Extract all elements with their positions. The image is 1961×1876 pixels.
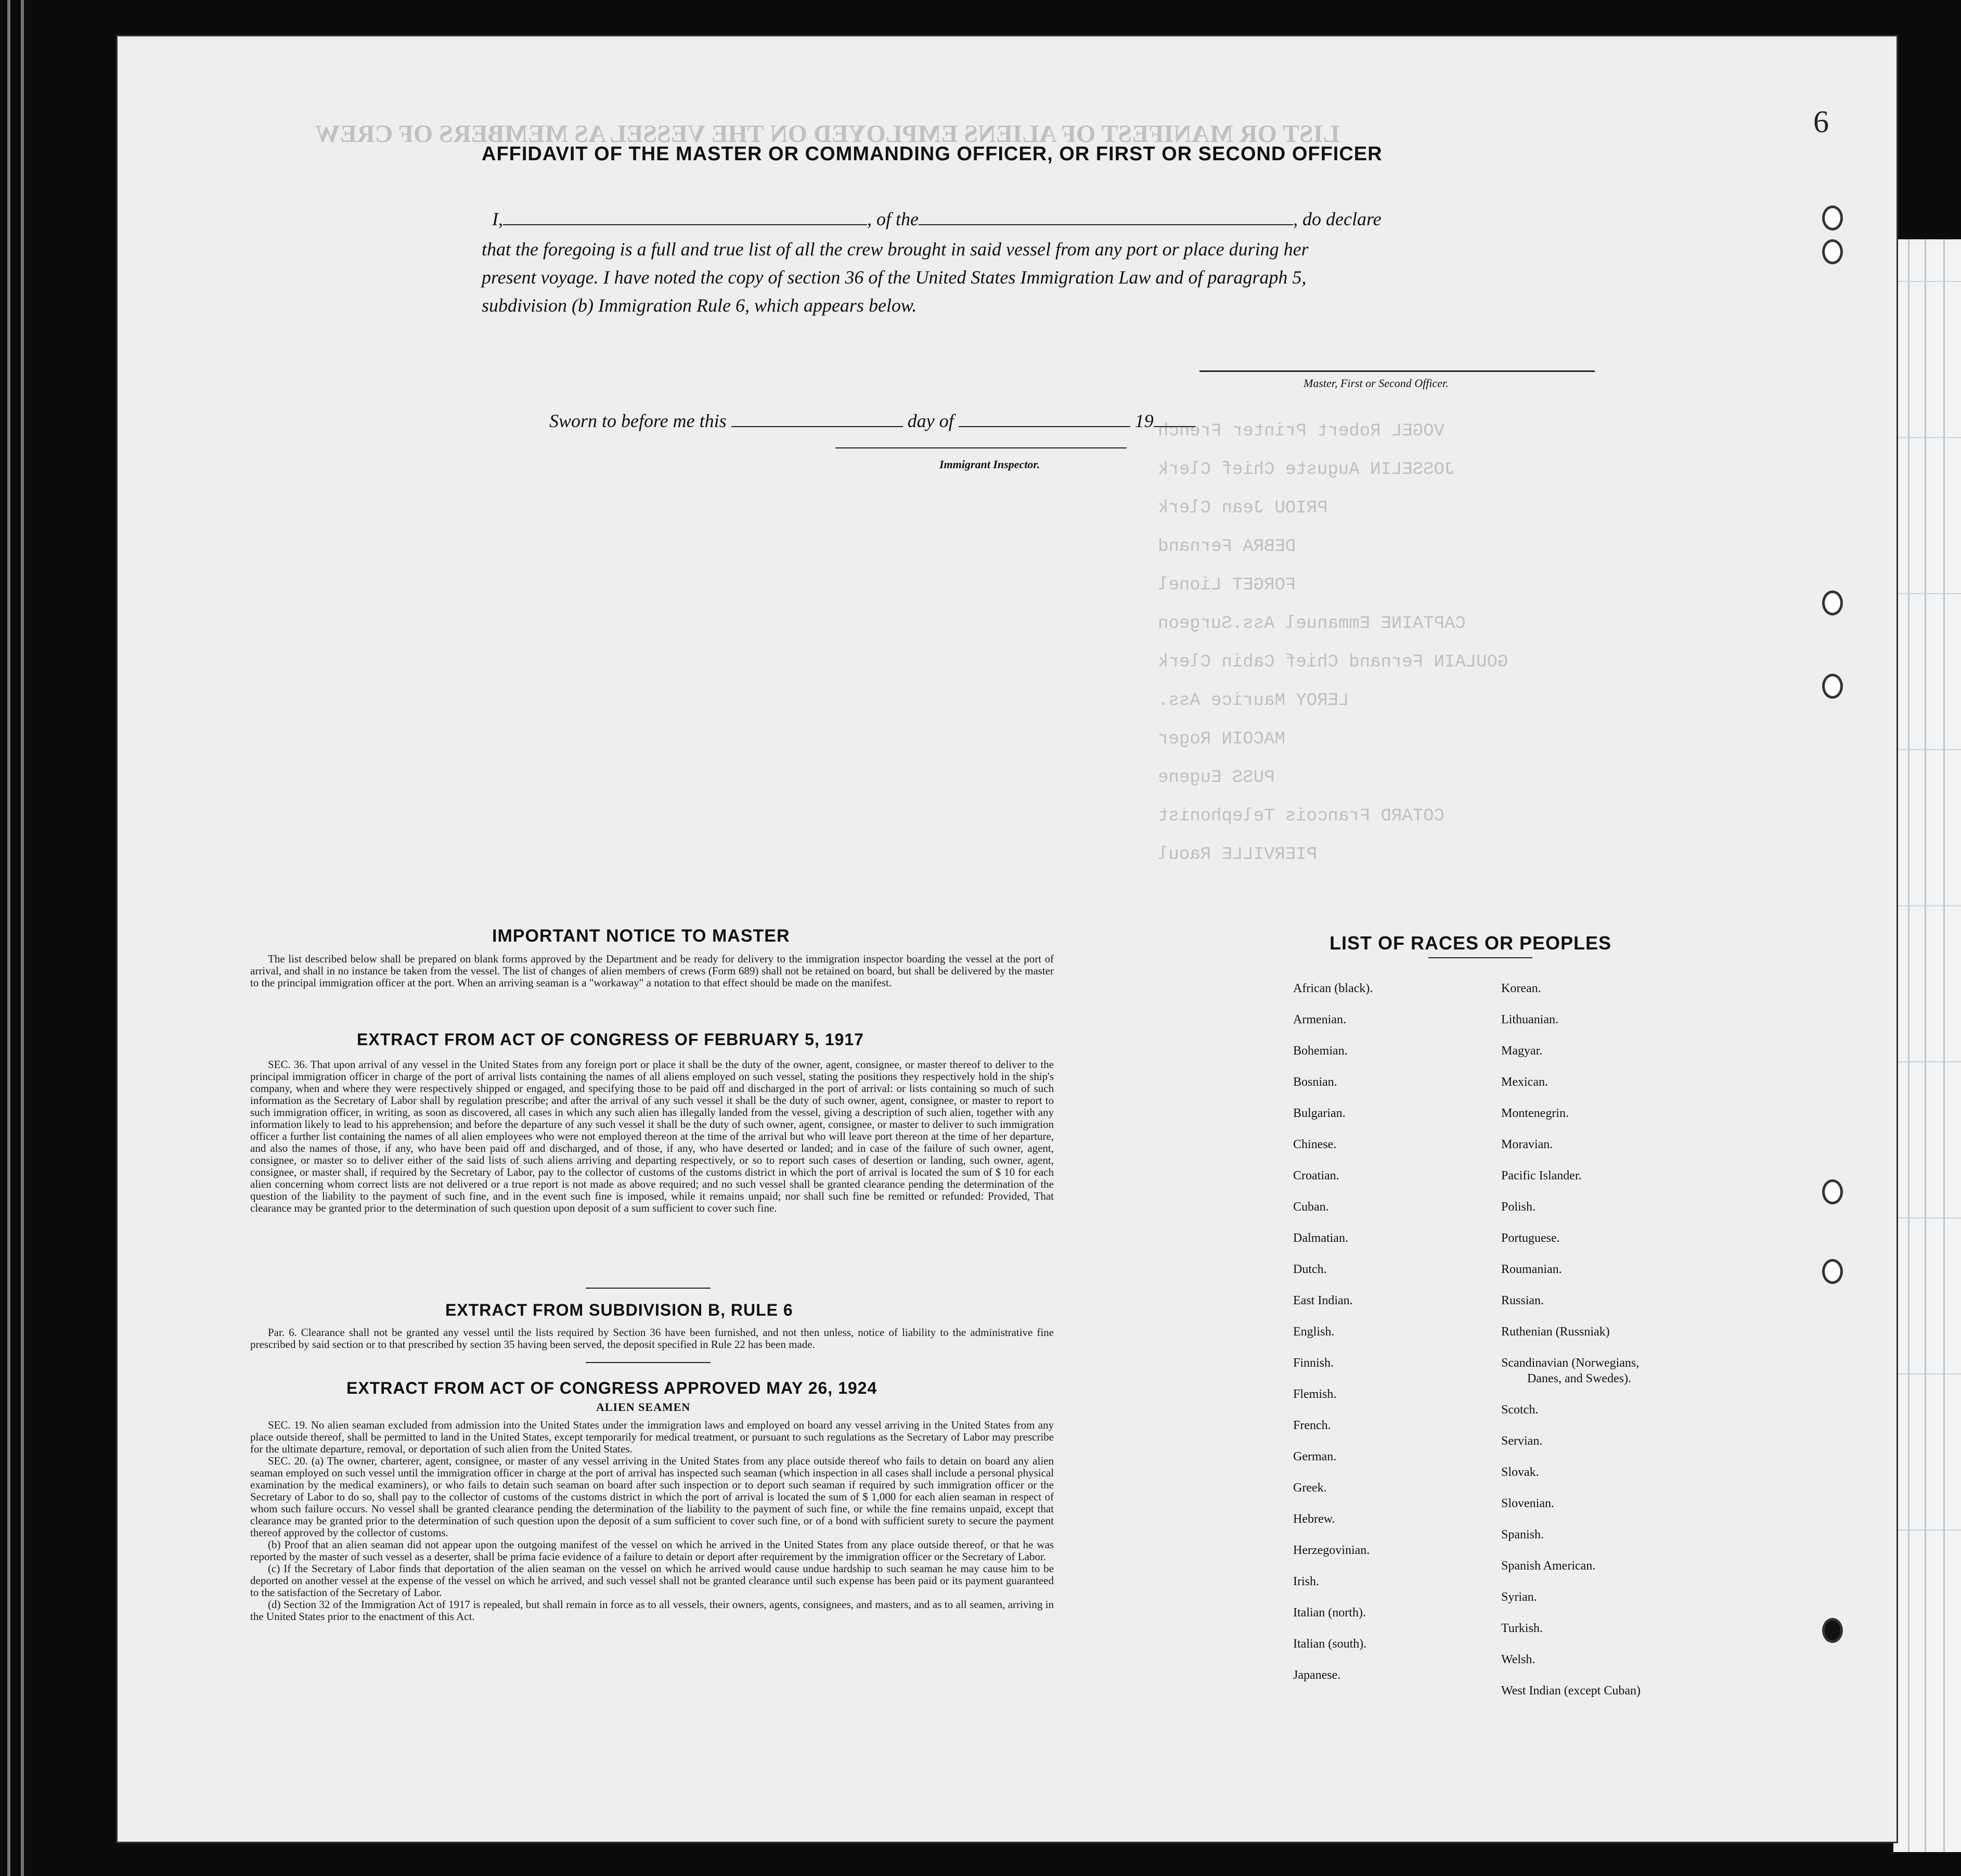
binder-hole xyxy=(1822,205,1843,230)
bleed-through-row: FORGET Lionel xyxy=(1158,575,1296,595)
race-entry: Flemish. xyxy=(1293,1387,1337,1401)
inspector-caption: Immigrant Inspector. xyxy=(939,458,1040,471)
affidavit-title: AFFIDAVIT OF THE MASTER OR COMMANDING OFFICER, OR FIRST OR SECOND OFFICER xyxy=(482,143,1383,165)
race-entry: Pacific Islander. xyxy=(1501,1169,1582,1183)
extract-1924-paragraph: SEC. 19. No alien seaman excluded from admission into the United States under the immigration laws and employed on board any vessel arriving in the United States from any place outside thereof, shall be permitted to land in the United States, except temporarily for medical treatment, or pursuant to such regulations as the Secretary of Labor may prescribe for the ultimate departure, removal, or deportation of such alien from the United States. xyxy=(250,1419,1054,1455)
affidavit-line4: subdivision (b) Immigration Rule 6, which appears below. xyxy=(482,295,917,316)
bleed-through-row: GOULAIN Fernand Chief Cabin Clerk xyxy=(1158,652,1508,672)
binder-edge-line xyxy=(21,0,24,1876)
race-entry: Slovak. xyxy=(1501,1466,1539,1479)
section-divider xyxy=(586,1362,711,1363)
binder-hole xyxy=(1822,1259,1843,1284)
binder-hole xyxy=(1822,1179,1843,1204)
race-entry: African (black). xyxy=(1293,982,1373,995)
affidavit-line2: that the foregoing is a full and true list of all the crew brought in said vessel from any port or place during her xyxy=(482,239,1309,260)
race-entry: Bohemian. xyxy=(1293,1044,1348,1058)
races-title-underline xyxy=(1428,957,1532,958)
affidavit-of-the: , of the xyxy=(867,209,919,229)
race-entry: Chinese. xyxy=(1293,1138,1337,1151)
race-entry: Bosnian. xyxy=(1293,1075,1337,1089)
extract-1917-text xyxy=(250,1059,1054,1214)
name-blank[interactable] xyxy=(503,224,867,225)
race-entry: Greek. xyxy=(1293,1481,1327,1495)
race-entry: German. xyxy=(1293,1450,1337,1463)
sworn-year: 19 xyxy=(1134,410,1154,431)
race-entry: Moravian. xyxy=(1501,1138,1553,1151)
extract-1924-title: EXTRACT FROM ACT OF CONGRESS APPROVED MAY 26, 1924 xyxy=(346,1379,878,1397)
bleed-through-row: JOSSELIN Auguste Chief Clerk xyxy=(1158,460,1455,480)
binder-edge-line xyxy=(7,0,10,1876)
alien-seamen-subtitle: ALIEN SEAMEN xyxy=(596,1400,691,1414)
race-entry: English. xyxy=(1293,1325,1335,1339)
race-entry: Scandinavian (Norwegians, xyxy=(1501,1356,1640,1370)
race-entry: Croatian. xyxy=(1293,1169,1339,1183)
race-entry: Italian (north). xyxy=(1293,1606,1366,1620)
race-entry: Turkish. xyxy=(1501,1622,1543,1635)
race-entry: Montenegrin. xyxy=(1501,1107,1569,1120)
race-entry: Armenian. xyxy=(1293,1013,1346,1026)
bleed-through-row: DEBRA Fernand xyxy=(1158,537,1296,557)
race-entry: Slovenian. xyxy=(1501,1497,1554,1510)
binder-hole xyxy=(1822,1618,1843,1643)
race-entry: Servian. xyxy=(1501,1434,1543,1448)
extract-1917-title: EXTRACT FROM ACT OF CONGRESS OF FEBRUARY 5, 1917 xyxy=(357,1030,864,1049)
sworn-day-of: day of xyxy=(907,410,954,431)
bleed-through-row: PRIOU Jean Clerk xyxy=(1158,498,1328,518)
bleed-through-row: MACOIN Roger xyxy=(1158,729,1285,749)
race-entry: Bulgarian. xyxy=(1293,1107,1346,1120)
race-entry: Danes, and Swedes). xyxy=(1527,1372,1631,1385)
race-entry: Herzegovinian. xyxy=(1293,1544,1370,1557)
race-entry: Spanish. xyxy=(1501,1528,1544,1541)
notice-paragraph: The list described below shall be prepared on blank forms approved by the Department and be ready for delivery to the immigration inspector boarding the vessel at the port of arrival, and shall in no instance be taken from the vessel. The list of changes of alien members of crews (Form 689) shall not be retained on board, but shall be delivered by the master to the principal immigration officer at the port. When an arriving seaman is a "workaway" a notation to that effect should be made on the manifest. xyxy=(250,953,1054,989)
master-caption: Master, First or Second Officer. xyxy=(1304,377,1449,390)
race-entry: Irish. xyxy=(1293,1575,1319,1588)
binder-hole xyxy=(1822,590,1843,615)
extract-1924-paragraph: (b) Proof that an alien seaman did not appear upon the outgoing manifest of the vessel on which he arrived in the United States from any place outside thereof, or that he was reported by the master of such vessel as a deserter, shall be prima facie evidence of a failure to detain or deport after requirement by the immigration officer or the Secretary of Labor. xyxy=(250,1538,1054,1563)
bleed-through-row: PUSS Eugene xyxy=(1158,768,1275,788)
race-entry: Dalmatian. xyxy=(1293,1231,1348,1245)
bleed-through-row: CAPTAINE Emmanuel Ass.Surgeon xyxy=(1158,614,1466,634)
race-entry: Lithuanian. xyxy=(1501,1013,1558,1026)
section-divider xyxy=(586,1288,711,1289)
master-signature-line[interactable] xyxy=(1199,370,1595,372)
inspector-signature-line[interactable] xyxy=(835,447,1127,448)
races-title: LIST OF RACES OR PEOPLES xyxy=(1330,932,1612,954)
races-right-column xyxy=(1501,973,1641,1706)
sworn-year-blank[interactable] xyxy=(1154,426,1195,427)
races-left-column xyxy=(1293,973,1373,1691)
race-entry: Welsh. xyxy=(1501,1653,1536,1666)
race-entry: French. xyxy=(1293,1419,1331,1432)
race-entry: Portuguese. xyxy=(1501,1231,1560,1245)
bleed-through-row: COTARD Francois Telephonist xyxy=(1158,806,1444,826)
sworn-line xyxy=(549,410,1195,432)
extract-1924-paragraph: (c) If the Secretary of Labor finds that deportation of the alien seaman on the vessel on which he arrived would cause undue hardship to such seaman he may cause him to be deported on another vessel at the expense of the vessel on which he arrived, and such vessel shall not be granted clearance until such expense has been paid or its payment guaranteed to the satisfaction of the Secretary of Labor. xyxy=(250,1562,1054,1599)
binder-hole xyxy=(1822,674,1843,699)
bleed-through-row: VOGEL Robert Printer French xyxy=(1158,421,1444,441)
sheet-number: 6 xyxy=(1813,105,1829,139)
race-entry: Japanese. xyxy=(1293,1668,1341,1682)
race-entry: Italian (south). xyxy=(1293,1637,1367,1651)
affidavit-i: I, xyxy=(492,209,503,229)
extract-1924-text xyxy=(250,1419,1054,1623)
notice-title: IMPORTANT NOTICE TO MASTER xyxy=(492,926,790,946)
sworn-prefix: Sworn to before me this xyxy=(549,410,727,431)
race-entry: Mexican. xyxy=(1501,1075,1548,1089)
race-entry: Hebrew. xyxy=(1293,1512,1335,1526)
extract-rule6-text xyxy=(250,1327,1054,1351)
race-entry: Magyar. xyxy=(1501,1044,1543,1058)
race-entry: Roumanian. xyxy=(1501,1263,1562,1276)
manifest-sheet xyxy=(118,36,1897,1842)
vessel-blank[interactable] xyxy=(919,224,1293,225)
extract-rule6-title: EXTRACT FROM SUBDIVISION B, RULE 6 xyxy=(445,1301,793,1319)
race-entry: East Indian. xyxy=(1293,1294,1353,1307)
race-entry: Spanish American. xyxy=(1501,1559,1596,1573)
bleed-through-row: PIERVILLE Raoul xyxy=(1158,845,1318,865)
race-entry: Korean. xyxy=(1501,982,1541,995)
affidavit-line1 xyxy=(492,208,1382,230)
sworn-day-blank[interactable] xyxy=(731,426,903,427)
race-entry: Scotch. xyxy=(1501,1403,1539,1417)
extract-1924-paragraph: (d) Section 32 of the Immigration Act of 1917 is repealed, but shall remain in force as to all vessels, their owners, agents, consignees, and masters, and as to all seamen, arriving in the United States prior to the enactment of this Act. xyxy=(250,1598,1054,1623)
bleed-through-row: LEROY Maurice Ass. xyxy=(1158,691,1349,711)
sworn-month-blank[interactable] xyxy=(959,426,1130,427)
extract-rule6-paragraph: Par. 6. Clearance shall not be granted any vessel until the lists required by Section 36 have been furnished, and not then unless, notice of liability to the administrative fine prescribed by said section or to that prescribed by section 35 having been served, the deposit specified in Rule 22 has been made. xyxy=(250,1326,1054,1351)
race-entry: West Indian (except Cuban) xyxy=(1501,1684,1641,1698)
race-entry: Polish. xyxy=(1501,1200,1536,1214)
bleed-through-header: LIST OR MANIFEST OF ALIENS EMPLOYED ON THE VESSEL AS MEMBERS OF CREW xyxy=(315,120,1340,148)
adjacent-page-margin xyxy=(1893,239,1961,1852)
race-entry: Syrian. xyxy=(1501,1590,1537,1604)
affidavit-declare: , do declare xyxy=(1293,209,1382,229)
race-entry: Ruthenian (Russniak) xyxy=(1501,1325,1610,1339)
notice-text xyxy=(250,953,1054,989)
affidavit-line3: present voyage. I have noted the copy of section 36 of the United States Immigration Law and of paragraph 5, xyxy=(482,267,1307,288)
extract-1917-paragraph: SEC. 36. That upon arrival of any vessel in the United States from any foreign port or place it shall be the duty of the owner, agent, consignee, or master thereof to deliver to the principal immigration officer in charge of the port of arrival lists containing the names of all aliens employed on such vessel, stating the positions they respectively hold in the ship's company, when and where they were respectively shipped or engaged, and specifying those to be paid off and discharged in the port of arrival: or lists containing so much of such information as the Secretary of Labor shall by regulation prescribe; and after the arrival of any such vessel it shall be the duty of such owner, agent, consignee, or master to report to such immigration officer, in writing, as soon as discovered, all cases in which any such alien has illegally landed from the vessel, giving a description of such alien, together with any information likely to lead to his apprehension; and before the departure of any such vessel it shall be the duty of such owner, agent, consignee, or master to deliver to such immigration officer a further list containing the names of all alien employees who were not employed thereon at the time of the arrival but who will leave port thereon at the time of her departure, and also the names of those, if any, who have been paid off and discharged, and of those, if any, who have deserted or landed; and in case of the failure of such owner, agent, consignee, or master so to deliver either of the said lists of such aliens arriving and departing respectively, or so to report such cases of desertion or landing, such owner, agent, consignee, or master shall, if required by the Secretary of Labor, pay to the collector of customs of the customs district in which the port of arrival is located the sum of $ 10 for each alien concerning whom correct lists are not delivered or a true report is not made as above required; and no such vessel shall be granted clearance pending the determination of the question of the liability to the payment of such fine, and in the event such fine is imposed, while it remains unpaid; nor shall such fine be remitted or refunded: Provided, That clearance may be granted prior to the determination of such question upon deposit of a sum sufficient to cover such fine. xyxy=(250,1058,1054,1214)
race-entry: Cuban. xyxy=(1293,1200,1329,1214)
race-entry: Dutch. xyxy=(1293,1263,1327,1276)
race-entry: Russian. xyxy=(1501,1294,1544,1307)
extract-1924-paragraph: SEC. 20. (a) The owner, charterer, agent, consignee, or master of any vessel arriving in the United States from any place outside thereof who fails to detain on board any alien seaman employed on such vessel until the immigration officer in charge at the port of arrival has inspected such seaman (which inspection in all cases shall include a personal physical examination by the medical examiners), or who fails to detain such seaman on board after such inspection or to deport such seaman if required by such immigration officer or the Secretary of Labor to do so, shall pay to the collector of customs of the customs district in which the port of arrival is located the sum of $ 1,000 for each alien seaman in respect of whom such failure occurs. No vessel shall be granted clearance pending the determination of the liability to the payment of such fine, or while the fine remains unpaid, except that clearance may be granted prior to the determination of such question upon the deposit of a sum sufficient to cover such fine, or of a bond with sufficient surety to secure the payment thereof approved by the collector of customs. xyxy=(250,1455,1054,1539)
binder-hole xyxy=(1822,239,1843,264)
race-entry: Finnish. xyxy=(1293,1356,1334,1370)
